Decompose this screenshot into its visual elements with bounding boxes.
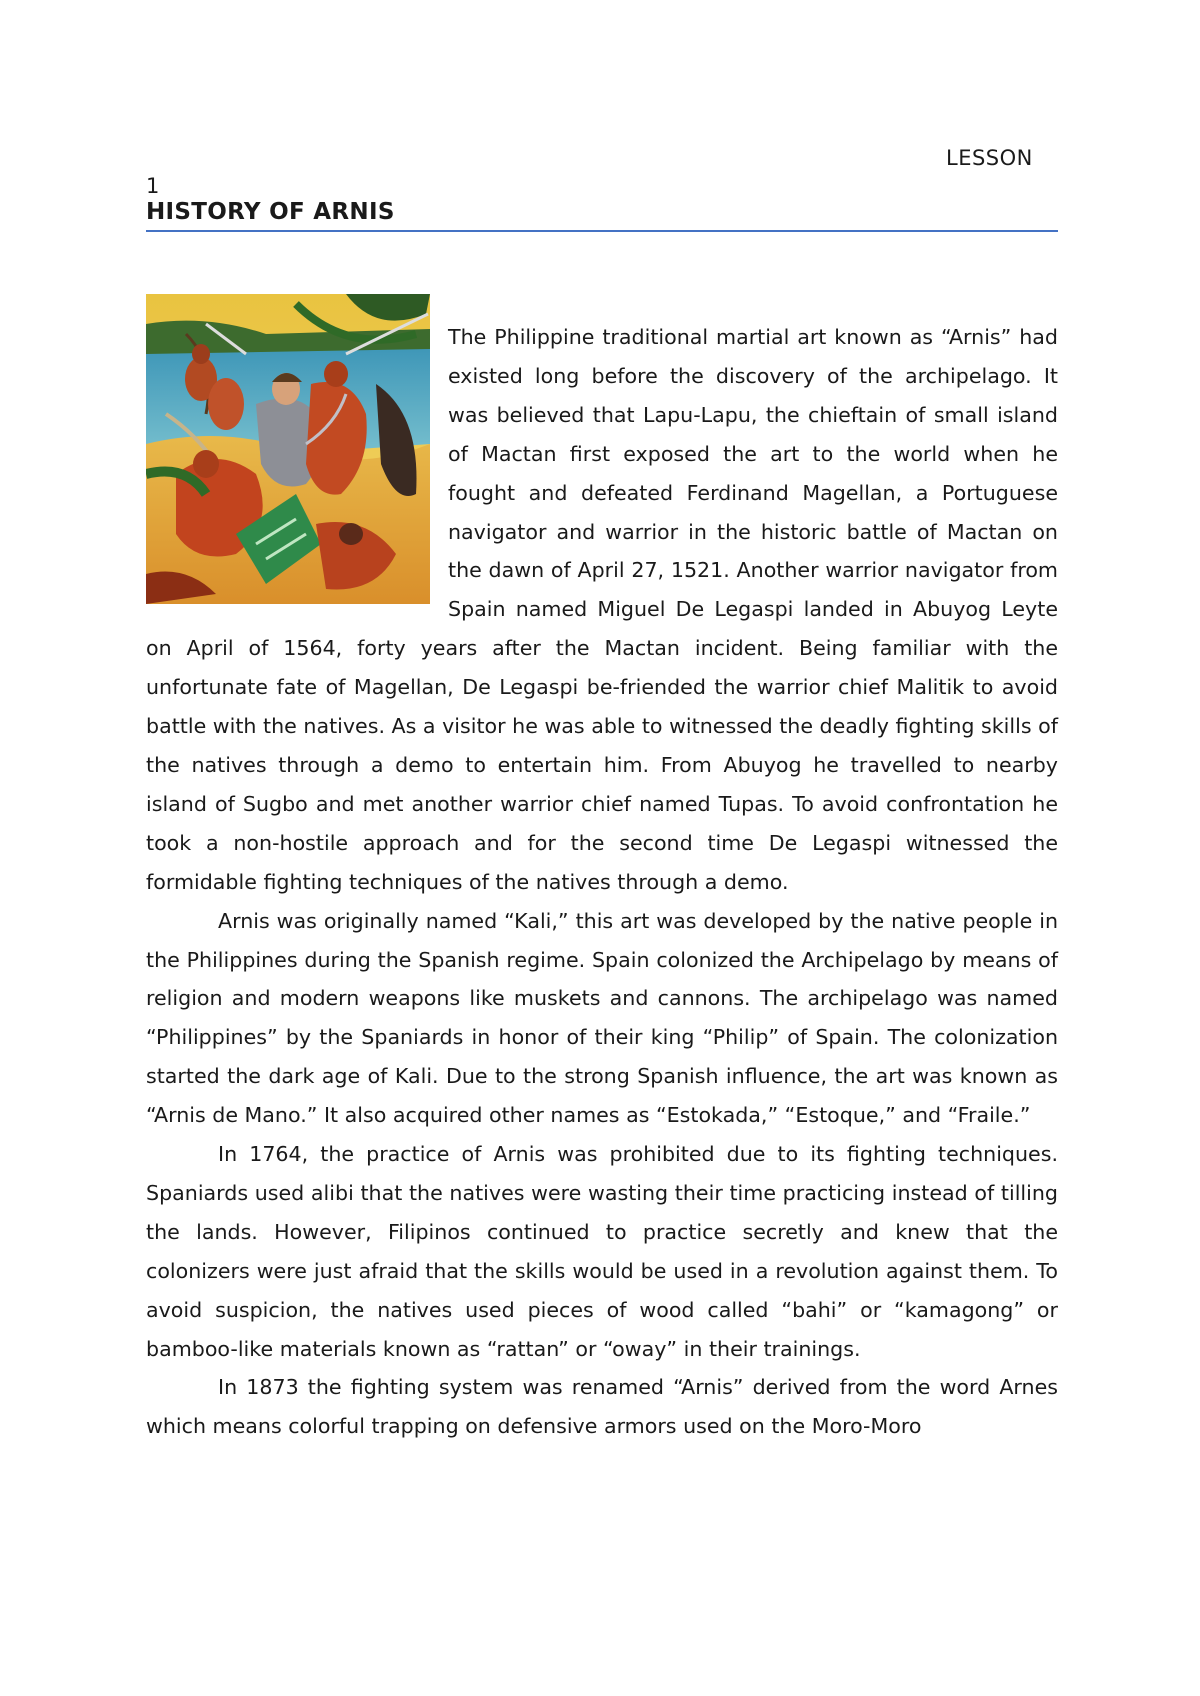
lesson-number: 1 (146, 174, 160, 198)
lesson-body (146, 318, 1058, 1446)
title-divider (146, 230, 1058, 232)
paragraph-2: Arnis was originally named “Kali,” this art was developed by the native people in the Philippines during the Spanish regime. Spain colonized the Archipelago by means of religion and modern weapons like muskets and cannons. The archipelago was named “Philippines” by the Spaniards in honor of their king “Philip” of Spain. The colonization started the dark age of Kali. Due to the strong Spanish influence, the art was known as “Arnis de Mano.” It also acquired other names as “Estokada,” “Estoque,” and “Fraile.” (146, 908, 1058, 1128)
paragraph-1: The Philippine traditional martial art known as “Arnis” had existed long before the discovery of the archipelago. It was believed that Lapu-Lapu, the chieftain of small island of Mactan first exposed the art to the world when he fought and defeated Ferdinand Magellan, a Portuguese navigator and warrior in the historic battle of Mactan on the dawn of April 27, 1521. Another warrior navigator from Spain named Miguel De Legaspi landed in Abuyog Leyte on April of 1564, forty years after the Mactan incident. Being familiar with the unfortunate fate of Magellan, De Legaspi be-friended the warrior chief Malitik to avoid battle with the natives. As a visitor he was able to witnessed the deadly fighting skills of the natives through a demo to entertain him. From Abuyog he travelled to nearby island of Sugbo and met another warrior chief named Tupas. To avoid confrontation he took a non-hostile approach and for the second time De Legaspi witnessed the formidable fighting techniques of the natives through a demo. (146, 325, 1058, 894)
battle-of-mactan-illustration (146, 294, 430, 604)
lesson-title: HISTORY OF ARNIS (146, 199, 395, 225)
paragraph-3: In 1764, the practice of Arnis was prohibited due to its fighting techniques. Spaniards used alibi that the natives were wasting their time practicing instead of tilling the lands. However, Filipinos continued to practice secretly and knew that the colonizers were just afraid that the skills would be used in a revolution against them. To avoid suspicion, the natives used pieces of wood called “bahi” or “kamagong” or bamboo-like materials known as “rattan” or “oway” in their trainings. (146, 1142, 1058, 1361)
paragraph-4: In 1873 the fighting system was renamed “Arnis” derived from the word Arnes which means colorful trapping on defensive armors used on the Moro-Moro (146, 1375, 1058, 1439)
lesson-label: LESSON (946, 146, 1033, 170)
